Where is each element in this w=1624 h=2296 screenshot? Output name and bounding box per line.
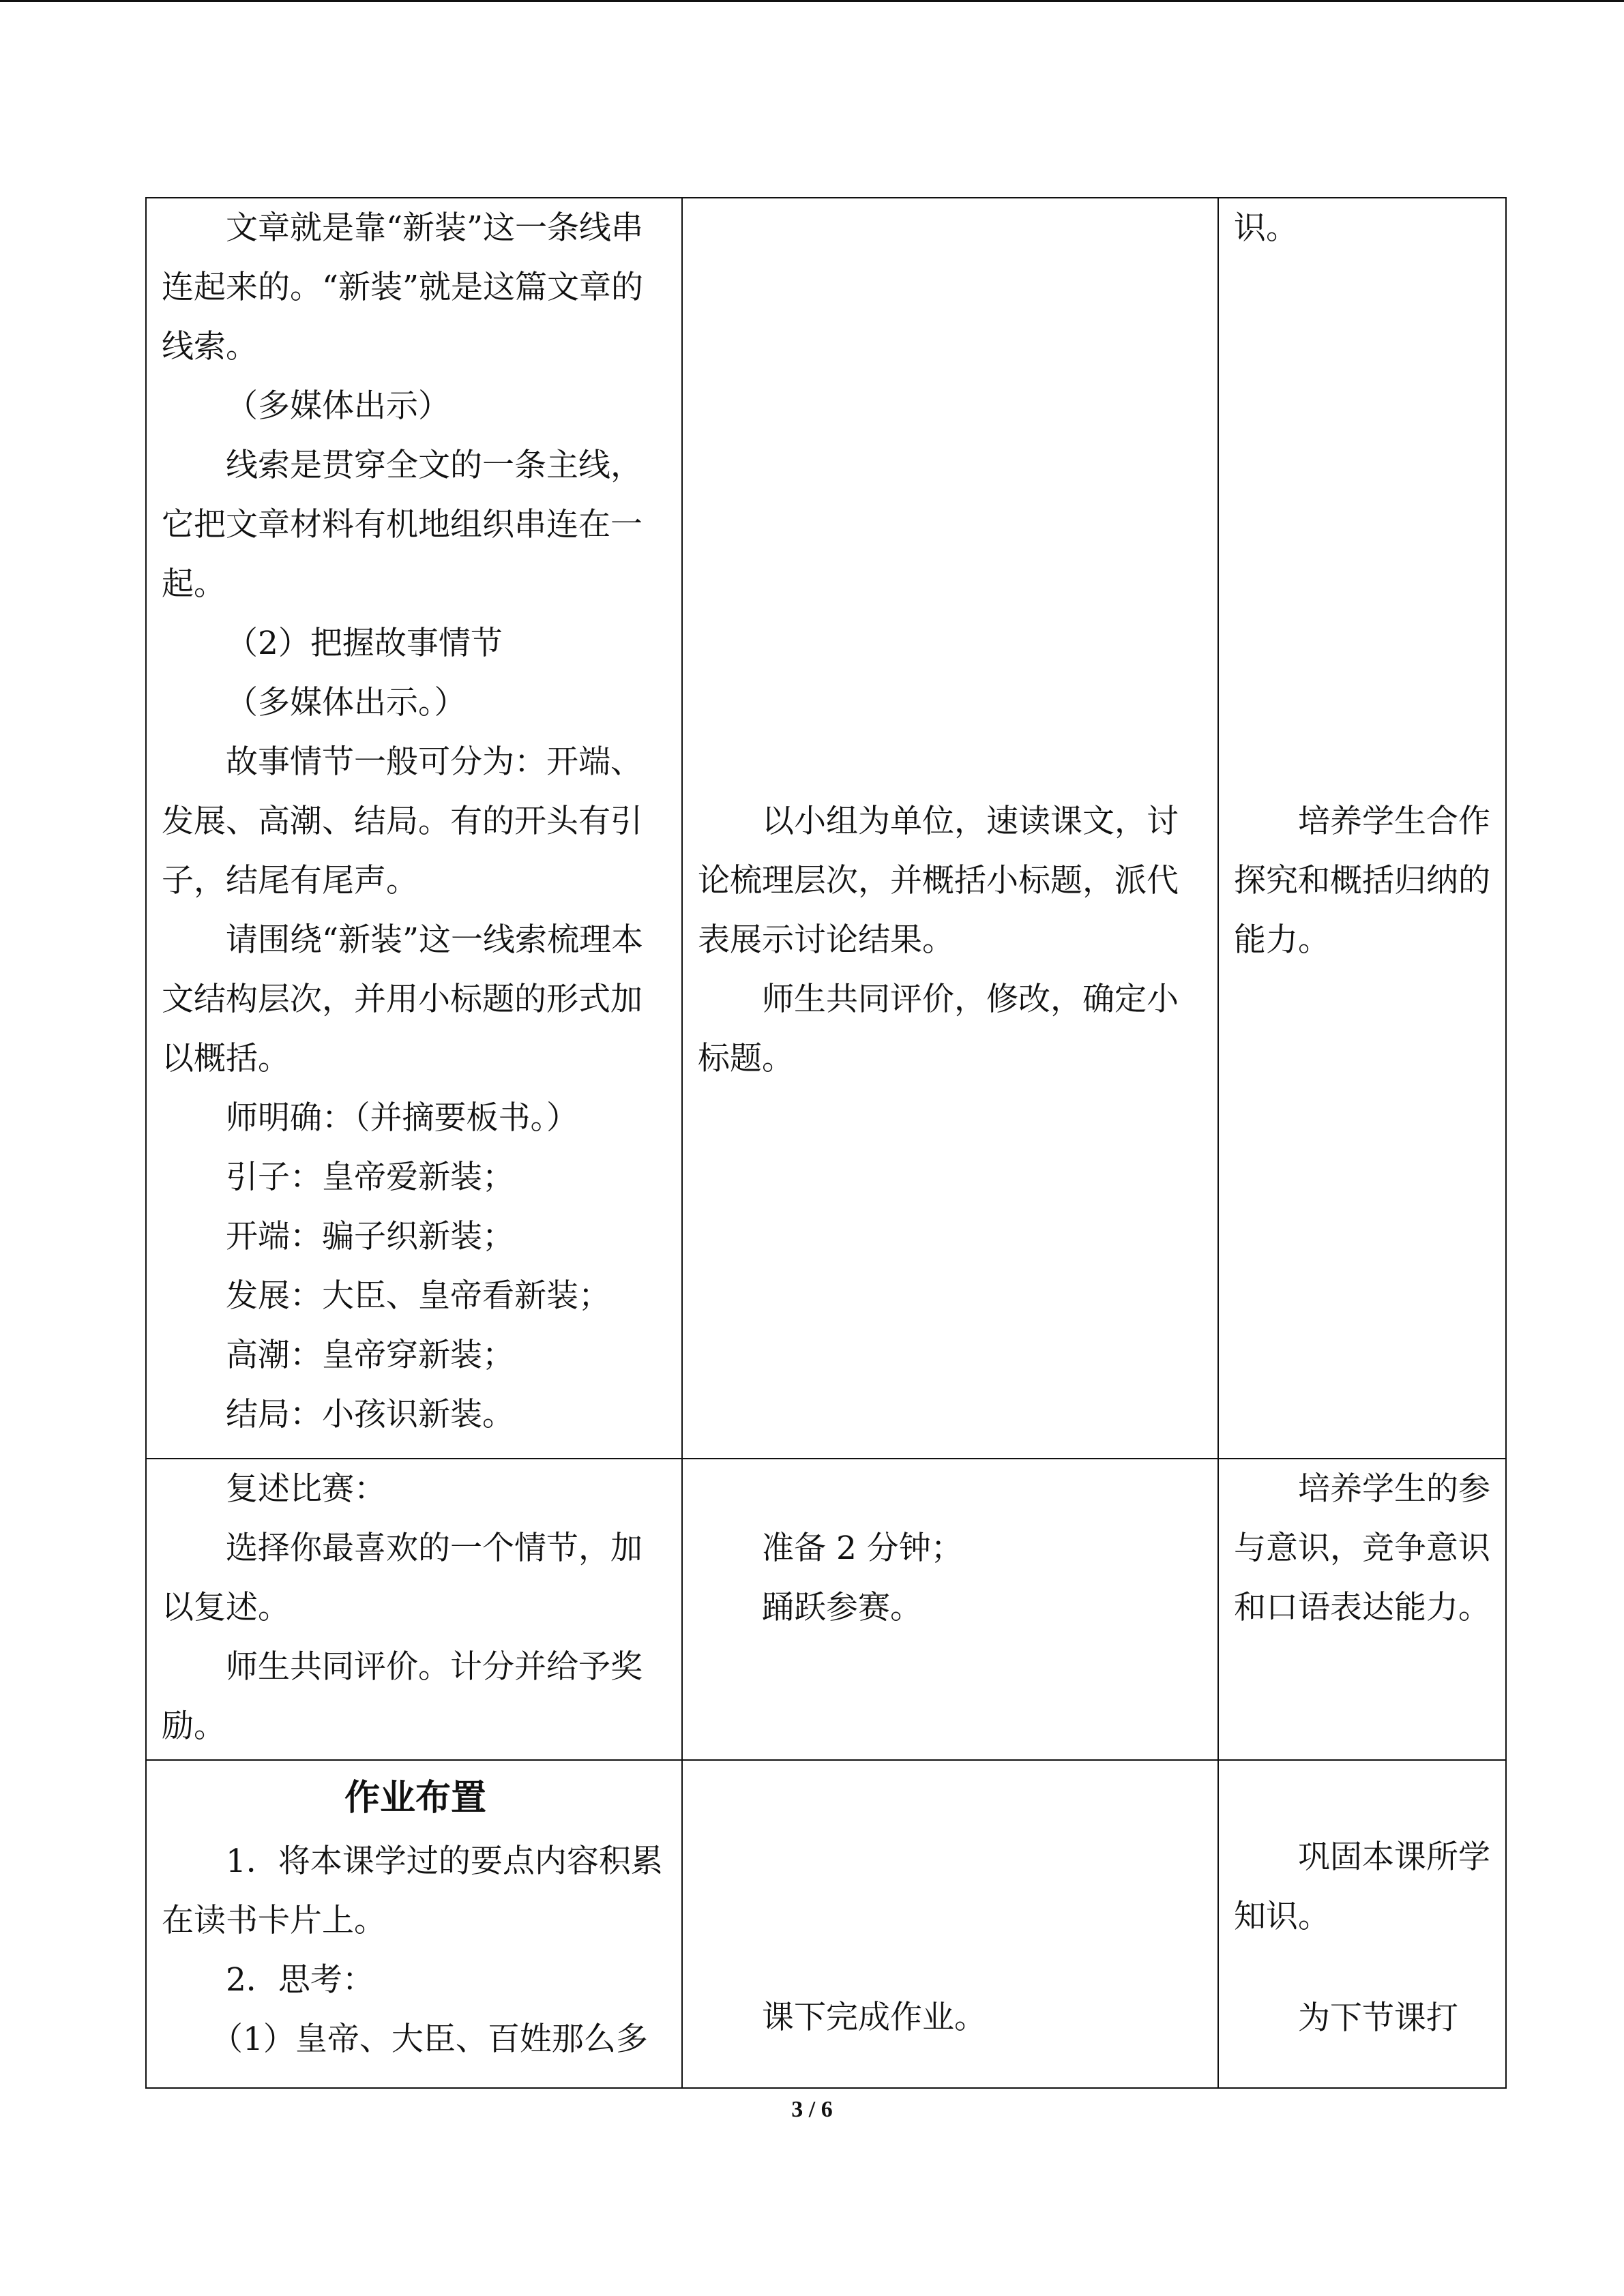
- design-intent-cell: [1218, 1760, 1506, 2088]
- paragraph: 文章就是靠“新装”这一条线串连起来的。“新装”就是这篇文章的线索。: [162, 209, 644, 366]
- spacer: [698, 1761, 1205, 1988]
- spacer: [1234, 1761, 1493, 1828]
- design-intent-cell: [1218, 1459, 1506, 1760]
- paragraph: 选择你最喜欢的一个情节，加以复述。: [162, 1530, 643, 1626]
- spacer: [698, 198, 1205, 792]
- table-row: [146, 1760, 1506, 2088]
- paragraph: 2．思考：: [226, 1961, 374, 1999]
- paragraph: 开端：骗子织新装；: [226, 1218, 514, 1255]
- top-border-line: [0, 0, 1624, 2]
- spacer: [1234, 1946, 1493, 1988]
- student-activity-cell: [682, 1760, 1218, 2088]
- paragraph: 请围绕“新装”这一线索梳理本文结构层次，并用小标题的形式加以概括。: [162, 921, 644, 1077]
- design-intent-cell: [1218, 198, 1506, 1459]
- paragraph: （多媒体出示）: [226, 387, 450, 425]
- paragraph: 线索是贯穿全文的一条主线，它把文章材料有机地组织串连在一起。: [162, 447, 643, 603]
- paragraph: 课下完成作业。: [762, 1999, 986, 2036]
- page-number: 3 / 6: [791, 2097, 833, 2122]
- paragraph: 准备 2 分钟；: [762, 1530, 963, 1567]
- paragraph: （2）把握故事情节: [226, 625, 503, 662]
- spacer: [1234, 258, 1493, 792]
- paragraph: 复述比赛：: [226, 1470, 386, 1508]
- paragraph: （多媒体出示。）: [226, 684, 467, 721]
- lesson-plan-table: [145, 197, 1507, 2089]
- paragraph: 为下节课打: [1298, 1999, 1458, 2037]
- paragraph: 发展：大臣、皇帝看新装；: [226, 1277, 610, 1315]
- paragraph: 巩固本课所学知识。: [1234, 1838, 1490, 1935]
- paragraph: 培养学生合作探究和概括归纳的能力。: [1234, 803, 1490, 959]
- paragraph: 引子：皇帝爱新装；: [226, 1159, 514, 1196]
- paragraph: 师生共同评价，修改，确定小标题。: [698, 981, 1179, 1077]
- paragraph: 故事情节一般可分为：开端、发展、高潮、结局。有的开头有引子，结尾有尾声。: [162, 743, 643, 899]
- paragraph: 识。: [1234, 209, 1298, 247]
- paragraph: 1．将本课学过的要点内容积累在读书卡片上。: [162, 1843, 663, 1939]
- paragraph: 高潮：皇帝穿新装；: [226, 1337, 514, 1374]
- student-activity-cell: [682, 198, 1218, 1459]
- table-row: [146, 1459, 1506, 1760]
- student-activity-cell: [682, 1459, 1218, 1760]
- teacher-activity-cell: [146, 1459, 682, 1760]
- section-heading: 作业布置: [344, 1778, 486, 1819]
- paragraph: 师生共同评价。计分并给予奖励。: [162, 1648, 643, 1745]
- paragraph: 踊跃参赛。: [762, 1589, 922, 1626]
- paragraph: 结局：小孩识新装。: [226, 1396, 514, 1433]
- paragraph: 师明确：（并摘要板书。）: [226, 1099, 578, 1137]
- teacher-activity-cell: [146, 198, 682, 1459]
- spacer: [698, 1459, 1205, 1519]
- table-row: [146, 198, 1506, 1459]
- paragraph: （1）皇帝、大臣、百姓那么多: [211, 2021, 648, 2058]
- paragraph: 以小组为单位，速读课文，讨论梳理层次，并概括小标题，派代表展示讨论结果。: [698, 803, 1179, 959]
- teacher-activity-cell: [146, 1760, 682, 2088]
- paragraph: 培养学生的参与意识，竞争意识和口语表达能力。: [1234, 1470, 1490, 1626]
